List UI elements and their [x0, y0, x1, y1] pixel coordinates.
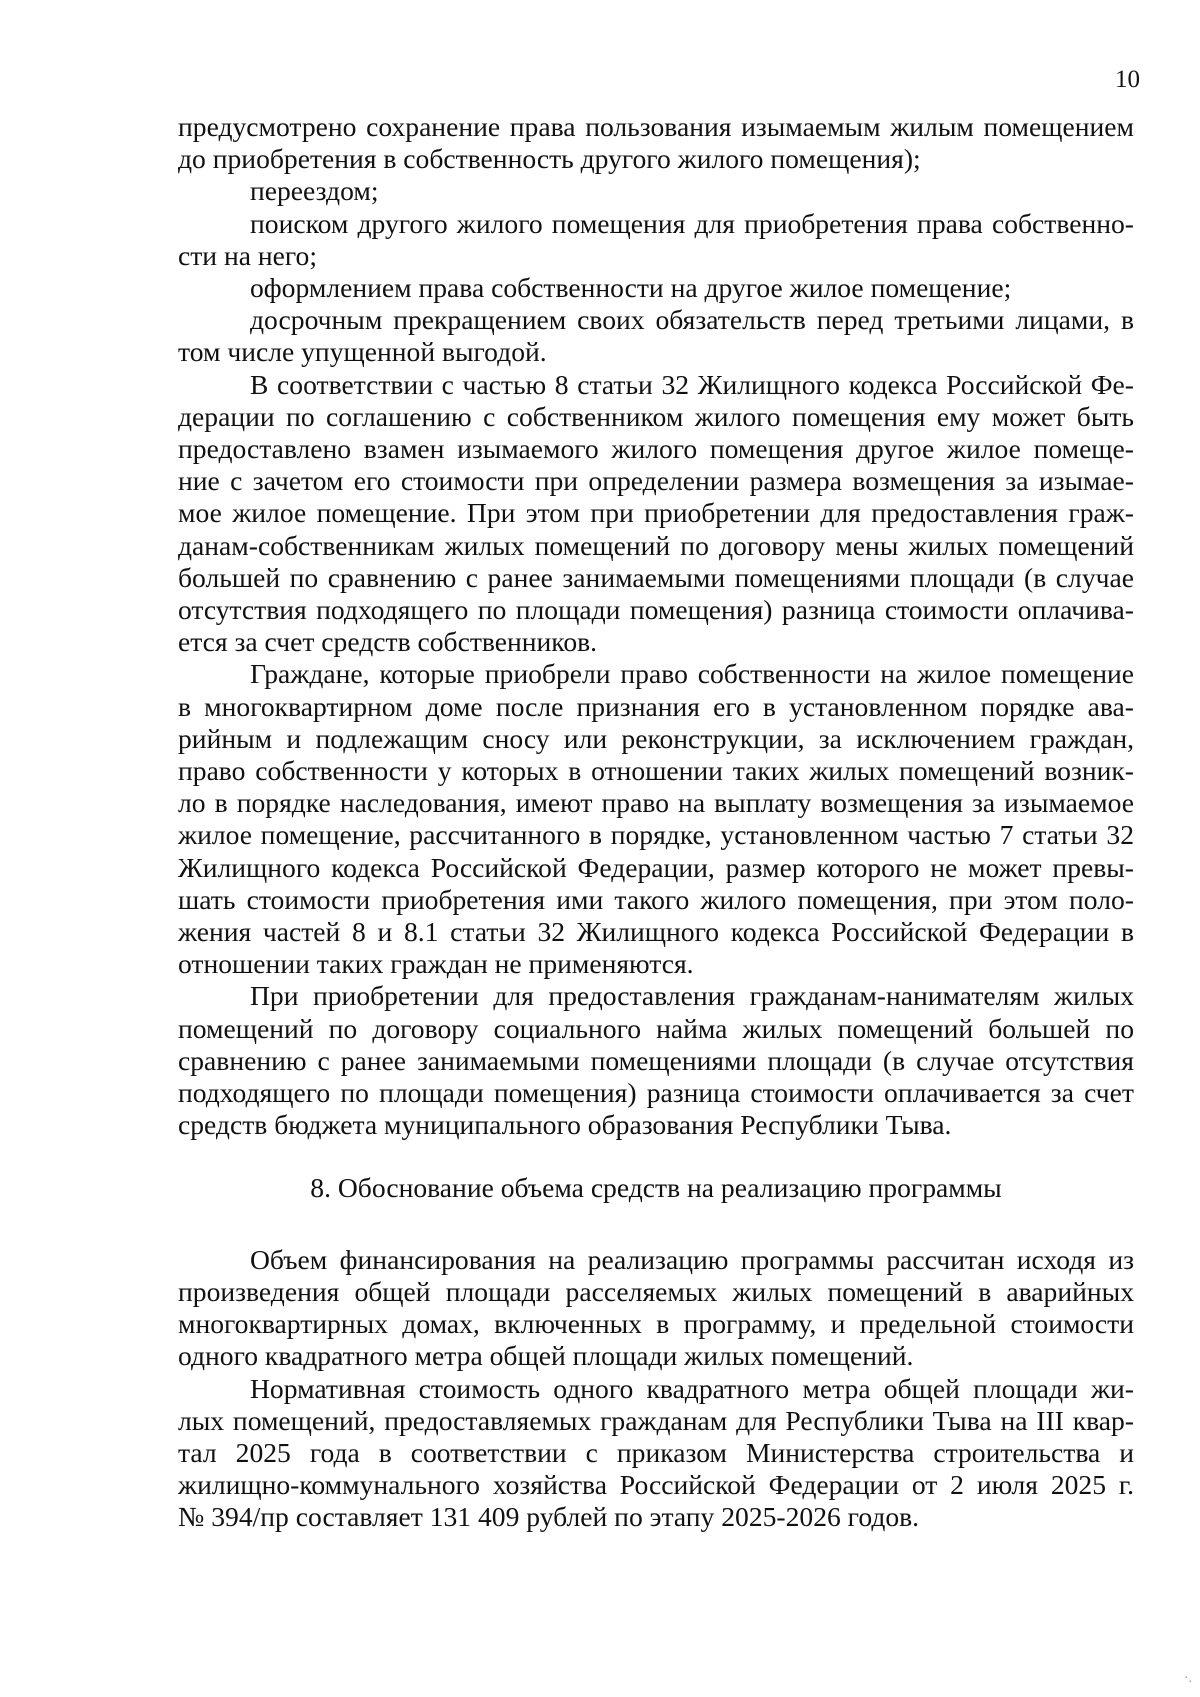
text-line: оформлением права собственности на другое жилое помещение;: [250, 272, 1012, 304]
text-line: большей по сравнению с ранее занимаемыми помещениями площади (в случае: [178, 561, 1134, 593]
text-line: право собственности у которых в отношении таких жилых помещений возник-: [178, 755, 1134, 787]
paragraph: [178, 208, 1134, 272]
paragraph: [178, 304, 1134, 368]
paragraph: [178, 1244, 1134, 1373]
text-line: отношении таких граждан не применяются.: [178, 948, 694, 980]
text-line: ется за счет средств собственников.: [178, 626, 598, 658]
paragraph: [178, 1373, 1134, 1534]
text-line: сти на него;: [178, 239, 317, 271]
text-line: до приобретения в собственность другого жилого помещения);: [178, 143, 921, 175]
text-line: поиском другого жилого помещения для приобретения права собственно-: [250, 207, 1134, 239]
text-line: шать стоимости приобретения ими такого жилого помещения, при этом поло-: [178, 883, 1134, 915]
paragraph: [178, 980, 1134, 1141]
text-line: подходящего по площади помещения) разница стоимости оплачивается за счет: [178, 1077, 1134, 1109]
paragraph: [178, 272, 1134, 304]
text-line: Объем финансирования на реализацию программы рассчитан исходя из: [250, 1243, 1134, 1275]
text-line: досрочным прекращением своих обязательств перед третьими лицами, в: [250, 304, 1134, 336]
text-line: Граждане, которые приобрели право собственности на жилое помещение: [250, 658, 1134, 690]
text-line: помещений по договору социального найма жилых помещений большей по: [178, 1012, 1134, 1044]
text-line: предусмотрено сохранение права пользования изымаемым жилым помещением: [178, 111, 1134, 142]
text-line: в многоквартирном доме после признания его в установленном порядке ава-: [178, 690, 1134, 722]
text-line: жения частей 8 и 8.1 статьи 32 Жилищного кодекса Российской Федерации в: [178, 916, 1134, 948]
text-line: переездом;: [250, 175, 379, 207]
paragraph: [178, 175, 1134, 207]
text-line: ние с зачетом его стоимости при определении размера возмещения за изымае-: [178, 465, 1134, 497]
page-number: 10: [1115, 66, 1140, 93]
text-line: одного квадратного метра общей площади жилых помещений.: [178, 1340, 914, 1372]
scan-artifact: ·.: [1183, 1671, 1192, 1686]
section-text: [178, 1244, 1134, 1534]
text-line: В соответствии с частью 8 статьи 32 Жилищного кодекса Российской Фе-: [250, 368, 1134, 400]
document-body: [178, 111, 1134, 1534]
text-line: Нормативная стоимость одного квадратного метра общей площади жи-: [250, 1372, 1134, 1404]
text-line: том числе упущенной выгодой.: [178, 336, 547, 368]
text-line: произведения общей площади расселяемых жилых помещений в аварийных: [178, 1275, 1134, 1307]
section-heading: 8. Обоснование объема средств на реализацию программы: [310, 1171, 1002, 1203]
text-line: данам-собственникам жилых помещений по договору мены жилых помещений: [178, 529, 1134, 561]
text-line: отсутствия подходящего по площади помещения) разница стоимости оплачива-: [178, 594, 1134, 626]
text-line: тал 2025 года в соответствии с приказом Министерства строительства и: [178, 1436, 1134, 1468]
text-line: сравнению с ранее занимаемыми помещениями площади (в случае отсутствия: [178, 1044, 1134, 1076]
text-line: лых помещений, предоставляемых гражданам для Республики Тыва на III квар-: [178, 1404, 1134, 1436]
text-line: жилое помещение, рассчитанного в порядке, установленном частью 7 статьи 32: [178, 819, 1134, 851]
text-line: мое жилое помещение. При этом при приобретении для предоставления граж-: [178, 497, 1134, 529]
text-line: многоквартирных домах, включенных в программу, и предельной стоимости: [178, 1308, 1134, 1340]
text-line: № 394/пр составляет 131 409 рублей по этапу 2025-2026 годов.: [178, 1501, 920, 1533]
text-line: предоставлено взамен изымаемого жилого помещения другое жилое помеще-: [178, 433, 1134, 465]
paragraph: [178, 111, 1134, 175]
text-line: При приобретении для предоставления гражданам-нанимателям жилых: [250, 980, 1134, 1012]
text-line: дерации по соглашению с собственником жилого помещения ему может быть: [178, 400, 1134, 432]
text-line: ло в порядке наследования, имеют право на выплату возмещения за изымаемое: [178, 787, 1134, 819]
pre-section-text: [178, 111, 1134, 1142]
text-line: Жилищного кодекса Российской Федерации, размер которого не может превы-: [178, 851, 1134, 883]
text-line: жилищно-коммунального хозяйства Российской Федерации от 2 июля 2025 г.: [178, 1469, 1134, 1501]
paragraph: [178, 369, 1134, 659]
text-line: средств бюджета муниципального образования Республики Тыва.: [178, 1109, 952, 1141]
paragraph: [178, 658, 1134, 980]
text-line: рийным и подлежащим сносу или реконструкции, за исключением граждан,: [178, 722, 1134, 754]
